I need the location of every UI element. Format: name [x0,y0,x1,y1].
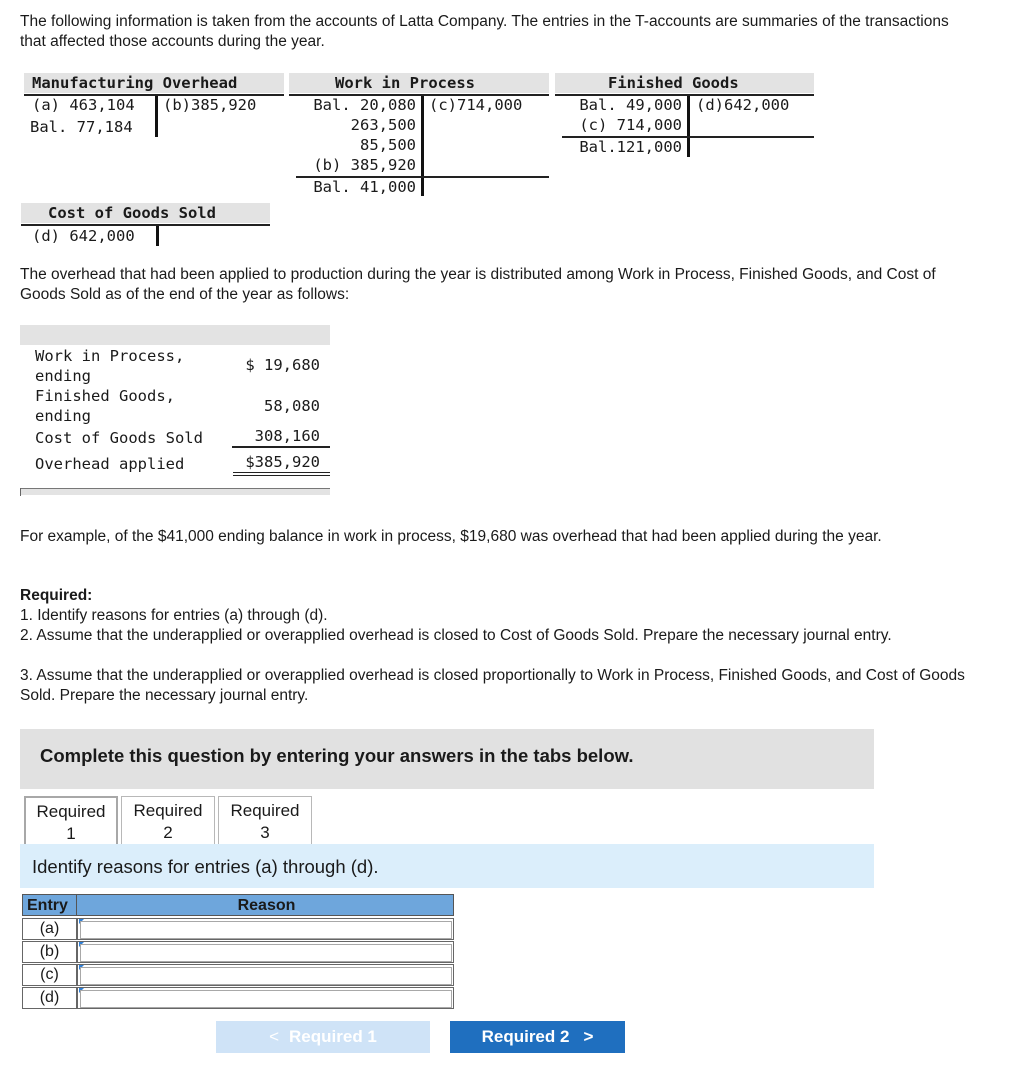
t-account-debit-entry: (b) 385,920 [313,156,416,174]
intro-text: The following information is taken from the accounts of Latta Company. The entries in the T-accounts are summaries of the transactions that affected those accounts during the year. [20,13,949,50]
tab-number: 2 [163,823,173,842]
banner-text: Complete this question by entering your answers in the tabs below. [40,745,634,766]
t-account-debit-entry: (c) 714,000 [579,116,682,134]
reason-cell [77,964,454,986]
t-account-debit-entry: Bal. 49,000 [579,96,682,114]
table-underline [232,446,330,448]
tab-instruction-bar [20,844,874,888]
t-account-divider [687,96,690,157]
table-footer-edge [20,488,21,496]
entry-label: (a) [22,918,77,940]
chevron-right-icon: > [583,1027,594,1046]
t-account-title: Work in Process [335,74,475,92]
prev-button[interactable] [216,1021,430,1053]
t-account-divider [155,96,158,137]
table-double-underline [233,475,330,476]
required-item-2: 2. Assume that the underapplied or overapplied overhead is closed to Cost of Goods Sold. Prepare the necessary journal entry. [20,627,892,644]
prev-button-label: Required 1 [289,1027,377,1046]
chevron-left-icon: < [269,1027,280,1046]
t-account-divider [421,96,424,196]
row-value: 308,160 [254,427,320,445]
tab-number: 1 [66,824,76,843]
row-label: ending [35,367,91,385]
reason-cell [77,918,454,940]
overhead-distribution-table [20,325,330,497]
t-account-credit-entry: (c)714,000 [429,96,523,114]
col-reason-header: Reason [237,897,296,914]
entry-label: (b) [22,941,77,963]
t-account-debit-entry: Bal. 77,184 [30,118,133,136]
t-account-title: Cost of Goods Sold [48,204,216,222]
table-double-underline [233,472,330,473]
reason-input-c[interactable] [80,967,452,985]
row-value: $ 19,680 [245,356,320,374]
t-account-title: Manufacturing Overhead [32,74,238,92]
required-item-1: 1. Identify reasons for entries (a) through (d). [20,607,328,624]
t-account-divider [156,226,159,246]
entry-label: (d) [22,987,77,1009]
tab-label: Required [133,801,203,820]
t-account-debit-entry: Bal. 41,000 [313,178,416,196]
reason-cell [77,941,454,963]
required-item-3: 3. Assume that the underapplied or overapplied overhead is closed proportionally to Work in Process, Finished Goods, and Cost of Goods Sold. Prepare the necessary journal entry. [20,667,965,704]
next-button-label: Required 2 [481,1027,570,1046]
next-button[interactable] [450,1021,625,1053]
reason-input-d[interactable] [80,990,452,1008]
table-footer-bar [20,488,330,495]
table-header-bar [20,325,330,345]
row-label: Finished Goods, [35,387,175,405]
t-account-credit-entry: (d)642,000 [696,96,790,114]
t-account-debit-entry: 85,500 [360,136,416,154]
row-label: Cost of Goods Sold [35,429,203,447]
example-text: For example, of the $41,000 ending balance in work in process, $19,680 was overhead that had been applied during the year. [20,528,882,545]
row-value: 58,080 [264,397,320,415]
reason-cell [77,987,454,1009]
reason-input-b[interactable] [80,944,452,962]
col-divider [76,895,77,915]
t-account-debit-entry: 263,500 [350,116,416,134]
reason-input-a[interactable] [80,921,452,939]
tab-label: Required [230,801,300,820]
t-account-debit-entry: (a) 463,104 [32,96,135,114]
tab-number: 3 [260,823,270,842]
required-heading: Required: [20,587,93,604]
t-account-credit-entry: (b)385,920 [163,96,257,114]
t-account-debit-entry: Bal. 20,080 [313,96,416,114]
t-account-debit-entry: Bal.121,000 [579,138,682,156]
tab-instruction-text: Identify reasons for entries (a) through (d). [32,856,379,877]
entry-label: (c) [22,964,77,986]
tab-required-2[interactable] [121,796,215,844]
row-value: $385,920 [245,453,320,471]
col-entry-header: Entry [27,897,68,914]
instruction-banner [20,729,874,789]
grid-header [22,894,454,916]
row-label: ending [35,407,91,425]
tab-required-3[interactable] [218,796,312,844]
row-label: Overhead applied [35,455,185,473]
row-label: Work in Process, [35,347,185,365]
tab-label: Required [36,802,106,821]
tab-required-1[interactable] [24,796,118,844]
t-account-debit-entry: (d) 642,000 [32,227,135,245]
t-account-title: Finished Goods [608,74,739,92]
overhead-text: The overhead that had been applied to production during the year is distributed among Work in Process, Finished Goods, and Cost of Goods Sold as of the end of the year as follows: [20,266,936,303]
